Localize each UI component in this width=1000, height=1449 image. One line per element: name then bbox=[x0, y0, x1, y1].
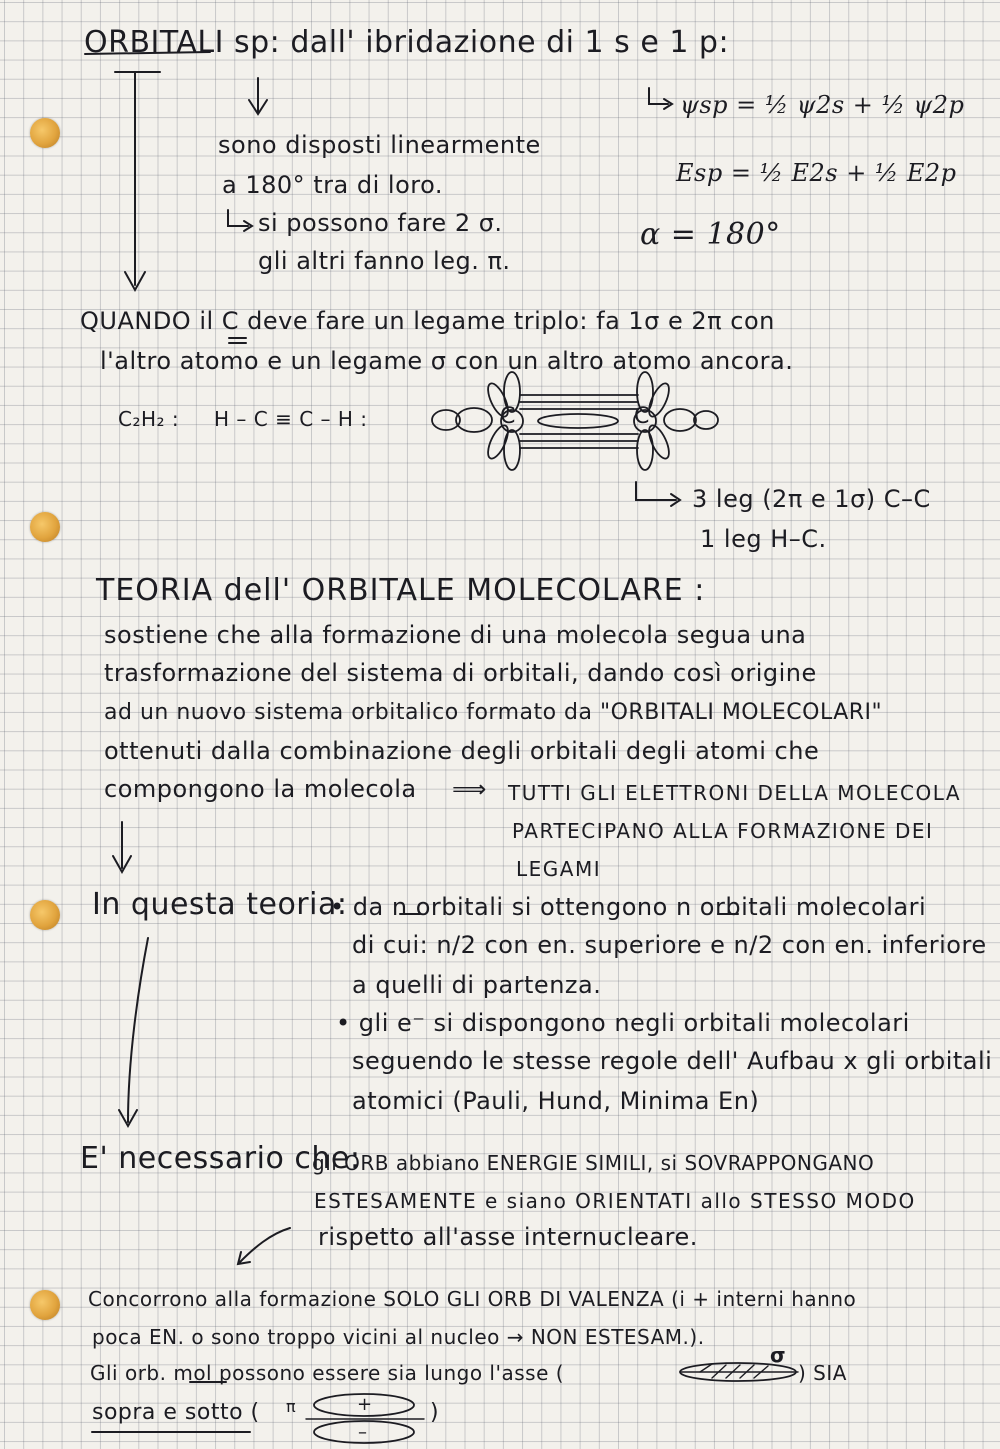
valence-line4a: sopra e sotto ( bbox=[92, 1400, 260, 1425]
plus-sign: + bbox=[357, 1394, 373, 1415]
bullet1-line2: di cui: n/2 con en. superiore e n/2 con en. inferiore bbox=[352, 931, 987, 959]
triple-line1: QUANDO il C deve fare un legame triplo: fa 1σ e 2π con bbox=[80, 307, 775, 335]
sp-desc-line2: a 180° tra di loro. bbox=[222, 171, 443, 199]
valence-line3a: Gli orb. mol possono essere sia lungo l'asse ( bbox=[90, 1361, 565, 1385]
valence-line2: poca EN. o sono troppo vicini al nucleo → NON ESTESAM.). bbox=[92, 1325, 705, 1349]
bullet2-line1: • gli e⁻ si dispongono negli orbitali molecolari bbox=[336, 1009, 910, 1037]
mo-title: TEORIA dell' ORBITALE MOLECOLARE : bbox=[96, 573, 706, 608]
theory-intro: In questa teoria: bbox=[92, 887, 348, 922]
carbon-right: C bbox=[634, 404, 650, 429]
sp-desc-line1: sono disposti linearmente bbox=[218, 131, 541, 159]
triple-bond-orbital-sketch bbox=[432, 372, 718, 470]
necessary-line2: ESTESAMENTE e siano ORIENTATI allo STESSO MODO bbox=[314, 1189, 916, 1213]
energy-formula: Esp = ½ E2s + ½ E2p bbox=[676, 159, 957, 187]
bonds-hc: 1 leg H–C. bbox=[700, 525, 827, 553]
mo-line4: ottenuti dalla combinazione degli orbitali degli atomi che bbox=[104, 737, 820, 765]
mo-line1: sostiene che alla formazione di una molecola segua una bbox=[104, 621, 807, 649]
bullet2-line2: seguendo le stesse regole dell' Aufbau x gli orbitali bbox=[352, 1047, 993, 1075]
necessary-line3: rispetto all'asse internucleare. bbox=[318, 1223, 698, 1251]
mo-result-line1: TUTTI GLI ELETTRONI DELLA MOLECOLA bbox=[508, 781, 962, 805]
theory-arrow bbox=[128, 938, 148, 1122]
necessary-intro: E' necessario che: bbox=[80, 1141, 361, 1176]
mo-result-line2: PARTECIPANO ALLA FORMAZIONE DEI bbox=[512, 819, 934, 843]
mo-line3: ad un nuovo sistema orbitalico formato da "ORBITALI MOLECOLARI" bbox=[104, 700, 883, 725]
valence-line4b: ) bbox=[430, 1400, 440, 1425]
valence-line3b: ) SIA bbox=[798, 1361, 847, 1385]
bonds-cc: 3 leg (2π e 1σ) C–C bbox=[692, 485, 931, 513]
mo-implies-arrow: ⟹ bbox=[452, 775, 487, 803]
mo-result-line3: LEGAMI bbox=[516, 857, 602, 881]
acetylene-formula: H – C ≡ C – H : bbox=[214, 407, 368, 431]
sp-desc-line3: si possono fare 2 σ. bbox=[258, 209, 503, 237]
angle-value: α = 180° bbox=[640, 217, 781, 252]
bullet1-line3: a quelli di partenza. bbox=[352, 971, 602, 999]
l-arrow-1 bbox=[228, 210, 248, 226]
acetylene-label: C₂H₂ : bbox=[118, 407, 180, 431]
psi-formula: ψsp = ½ ψ2s + ½ ψ2p bbox=[680, 91, 965, 119]
l-arrow-3 bbox=[636, 482, 676, 500]
sigma-label: σ bbox=[770, 1343, 787, 1367]
sp-heading: ORBITALI sp: dall' ibridazione di 1 s e 1 p: bbox=[84, 25, 730, 60]
valence-line1: Concorrono alla formazione SOLO GLI ORB DI VALENZA (i + interni hanno bbox=[88, 1287, 857, 1311]
necessary-line1: gli ORB abbiano ENERGIE SIMILI, si SOVRAPPONGANO bbox=[312, 1151, 875, 1175]
bullet1-line1: • da n orbitali si ottengono n orbitali molecolari bbox=[330, 893, 927, 921]
sp-desc-line4: gli altri fanno leg. π. bbox=[258, 247, 511, 275]
mo-line5: compongono la molecola bbox=[104, 775, 417, 803]
minus-sign: – bbox=[358, 1422, 368, 1443]
carbon-left: C bbox=[500, 404, 516, 429]
pi-label: π bbox=[286, 1397, 297, 1416]
bullet2-line3: atomici (Pauli, Hund, Minima En) bbox=[352, 1087, 760, 1115]
mo-line2: trasformazione del sistema di orbitali, dando così origine bbox=[104, 659, 817, 687]
l-arrow-2 bbox=[649, 88, 668, 104]
triple-line2: l'altro atomo e un legame σ con un altro atomo ancora. bbox=[100, 347, 794, 375]
